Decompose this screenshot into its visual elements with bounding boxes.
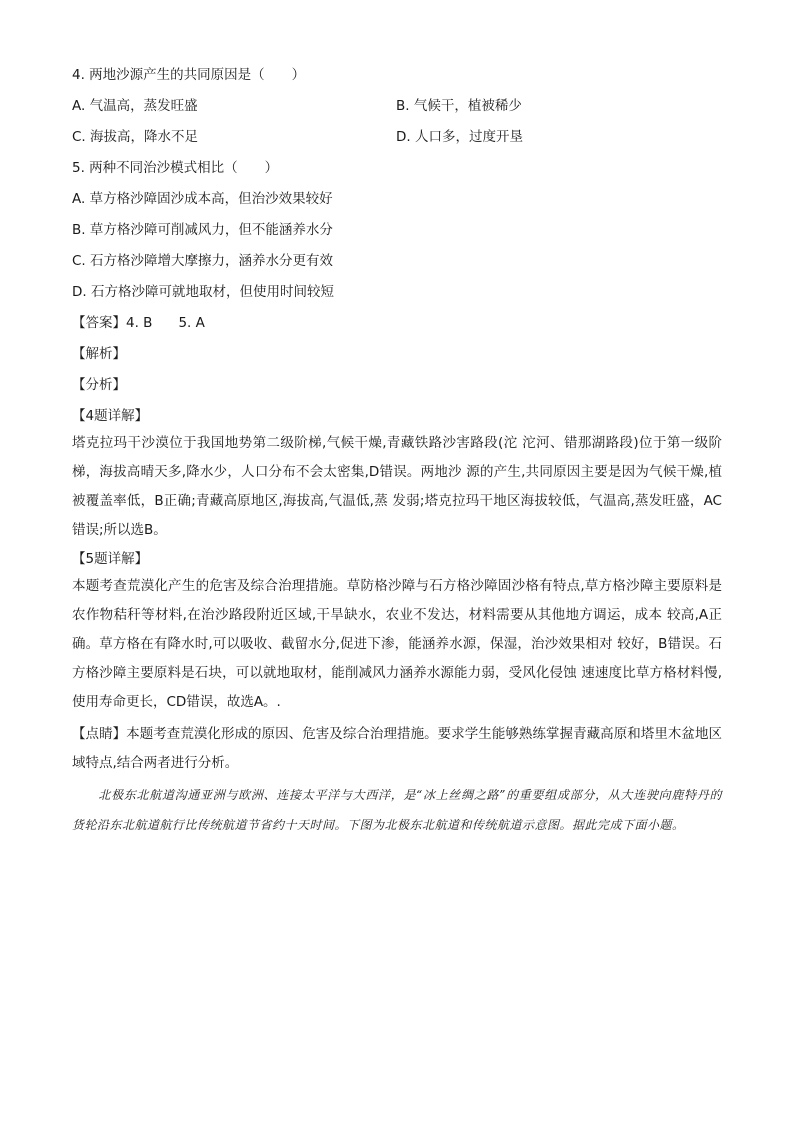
question-5-option-a: A. 草方格沙障固沙成本高，但治沙效果较好 [72, 191, 333, 207]
detail-5-tag: 【5题详解】 [72, 551, 149, 567]
question-4-option-a: A. 气温高，蒸发旺盛 [72, 98, 198, 114]
detail-4-tag: 【4题详解】 [72, 408, 149, 424]
question-5-option-c: C. 石方格沙障增大摩擦力，涵养水分更有效 [72, 253, 334, 269]
question-4-option-d: D. 人口多，过度开垦 [396, 129, 523, 145]
document-page [72, 64, 722, 840]
question-4-option-b: B. 气候干，植被稀少 [396, 98, 522, 114]
question-4-options-row-1 [72, 95, 722, 117]
question-4-options-row-2 [72, 126, 722, 148]
answer-line [72, 312, 722, 334]
pointer-note [72, 720, 722, 778]
question-4-stem: 4. 两地沙源产生的共同原因是（ ） [72, 67, 306, 83]
pointer-tag: 【点睛】 [72, 726, 127, 742]
question-5-option-b: B. 草方格沙障可削减风力，但不能涵养水分 [72, 222, 333, 238]
fenxi-tag: 【分析】 [72, 377, 126, 393]
detail-5-text: 本题考查荒漠化产生的危害及综合治理措施。草防格沙障与石方格沙障固沙格有特点,草方格沙障主要原料是农作物秸秆等材料,在治沙路段附近区域,干旱缺水，农业不发达，材料需要从其他地方调运，成本 较高,A正确。草方格在有降水时,可以吸收、截留水分,促进下渗，能涵养水源，保湿，治沙效果相对 较好，B错误。石方格沙障主要原料是石块，可以就地取材，能削减风力涵养水源能力弱，受风化侵蚀 速速度比草方格材料慢,使用寿命更长，CD错误，故选A。. [72, 578, 722, 710]
detail-4-text: 塔克拉玛干沙漠位于我国地势第二级阶梯,气候干燥,青藏铁路沙害路段(沱 沱河、错那湖路段)位于第一级阶梯，海拔高晴天多,降水少，人口分布不会太密集,D错误。两地沙 源的产生,共同原因主要是因为气候干燥,植被覆盖率低，B正确;青藏高原地区,海拔高,气温低,蒸 发弱;塔克拉玛干地区海拔较低，气温高,蒸发旺盛，AC错误;所以选B。 [72, 435, 722, 538]
question-5-stem: 5. 两种不同治沙模式相比（ ） [72, 160, 279, 176]
answer-4: 4. B [126, 315, 153, 331]
material-passage: 北极东北航道沟通亚洲与欧洲、连接太平洋与大西洋，是“冰上丝绸之路”的重要组成部分，从大连驶向鹿特丹的货轮沿东北航道航行比传统航道节省约十天时间。下图为北极东北航道和传统航道示意图。据此完成下面小题。 [72, 788, 722, 832]
question-5-option-d: D. 石方格沙障可就地取材，但使用时间较短 [72, 284, 334, 300]
pointer-text: 本题考查荒漠化形成的原因、危害及综合治理措施。要求学生能够熟练掌握青藏高原和塔里木盆地区域特点,结合两者进行分析。 [72, 726, 723, 771]
analysis-tag: 【解析】 [72, 346, 126, 362]
answer-tag: 【答案】 [72, 315, 126, 331]
question-4-option-c: C. 海拔高，降水不足 [72, 129, 199, 145]
answer-5: 5. A [178, 315, 205, 331]
